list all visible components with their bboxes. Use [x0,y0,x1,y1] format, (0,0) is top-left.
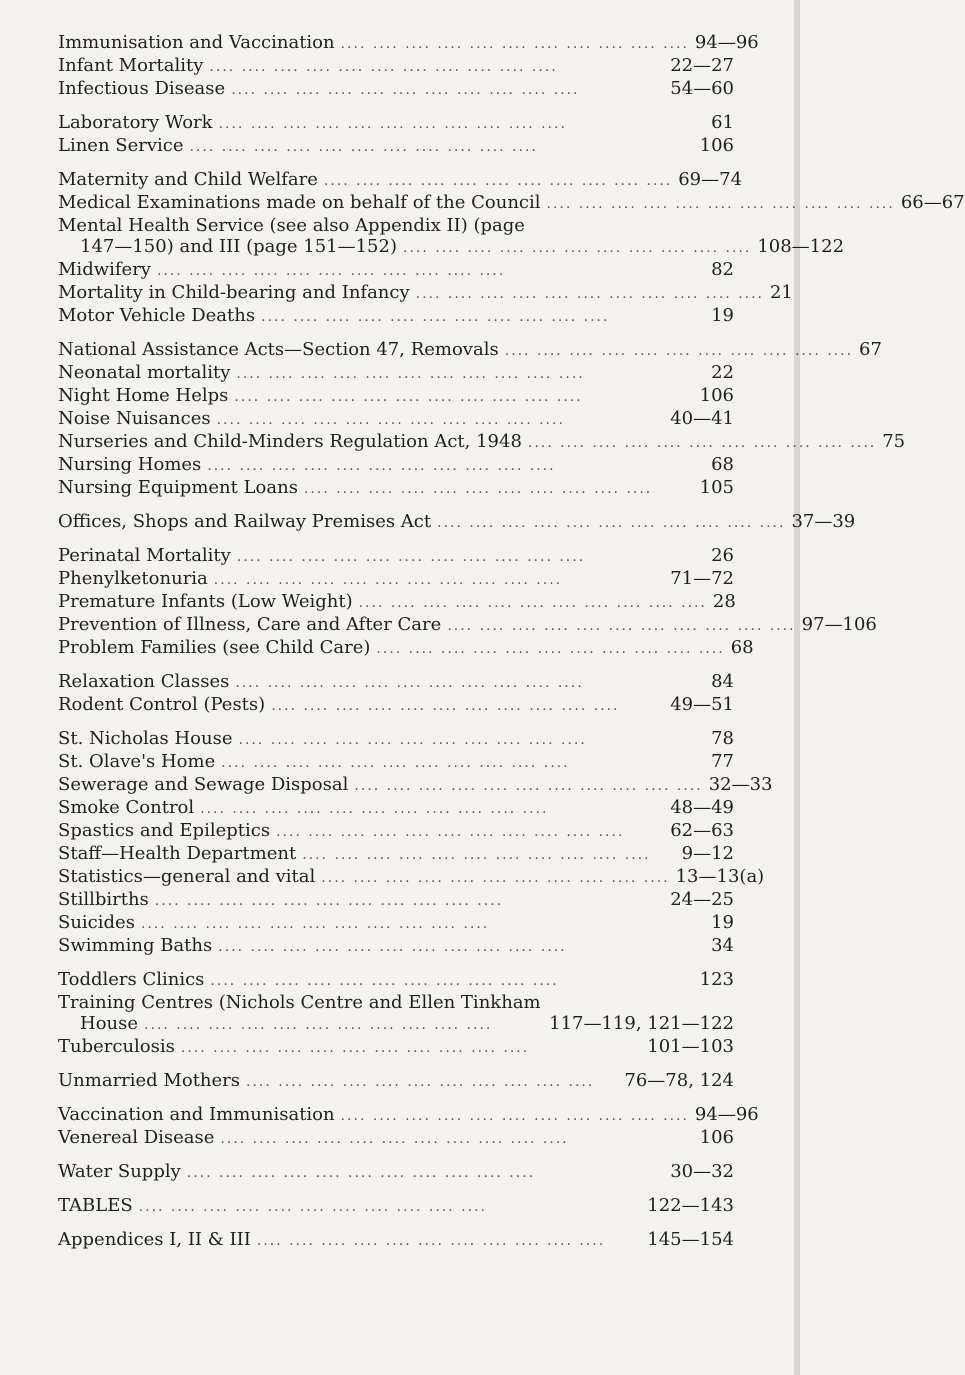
entry-pages: 19 [711,305,734,326]
index-entry [58,866,765,889]
leader-dots: .... .... .... .... .... .... .... .... .... .... .... [238,732,587,748]
index-entry [58,362,734,385]
index-entry [58,1195,734,1218]
leader-dots: .... .... .... .... .... .... .... .... .... .... .... [207,458,556,474]
index-entry [58,1070,734,1093]
leader-dots: .... .... .... .... .... .... .... .... .... .... .... [546,196,895,212]
entry-label: Phenylketonuria [58,568,208,589]
index-entry [58,78,734,101]
leader-dots: .... .... .... .... .... .... .... .... .... .... .... [358,595,707,611]
index-entry [58,671,734,694]
entry-pages: 34 [711,935,734,956]
entry-pages: 61 [711,112,734,133]
index-entry [58,215,734,236]
entry-label: Premature Infants (Low Weight) [58,591,353,612]
entry-pages: 32—33 [708,774,773,795]
leader-dots: .... .... .... .... .... .... .... .... .... .... .... [235,675,584,691]
entry-pages: 22 [711,362,734,383]
entry-label: Noise Nuisances [58,408,211,429]
entry-label: Spastics and Epileptics [58,820,271,841]
index-entry [58,431,906,454]
index-entry [58,259,734,282]
index-entry [58,889,734,912]
entry-pages: 106 [699,1127,734,1148]
entry-pages: 37—39 [791,511,856,532]
leader-dots: .... .... .... .... .... .... .... .... .... .... .... [256,1233,606,1249]
entry-label: House [80,1013,139,1034]
leader-dots: .... .... .... .... .... .... .... .... .... .... .... [156,263,506,279]
entry-pages: 30—32 [670,1161,734,1182]
index-entry [58,1104,759,1127]
leader-dots: .... .... .... .... .... .... .... .... .... .... .... [447,618,796,634]
index-entry [58,1229,734,1252]
index-entry [58,797,734,820]
index-entry [58,192,965,215]
entry-pages: 9—12 [681,843,734,864]
index-entry [58,969,734,992]
index-entry [58,1013,734,1036]
leader-dots: .... .... .... .... .... .... .... .... .... .... .... [415,286,764,302]
entry-pages: 21 [769,282,793,303]
index-entry [58,305,734,328]
leader-dots: .... .... .... .... .... .... .... .... .... .... .... [376,641,725,657]
leader-dots: .... .... .... .... .... .... .... .... .... .... .... [504,343,854,359]
entry-label: Swimming Baths [58,935,213,956]
entry-pages: 78 [711,728,734,749]
entry-label: Water Supply [58,1161,181,1182]
index-entry [58,545,734,568]
leader-dots: .... .... .... .... .... .... .... .... .... .... .... [154,893,504,909]
entry-pages: 105 [699,477,734,498]
entry-label: Toddlers Clinics [58,969,205,990]
entry-pages: 22—27 [670,55,734,76]
leader-dots: .... .... .... .... .... .... .... .... .... .... .... [276,824,625,840]
leader-dots: .... .... .... .... .... .... .... .... .... .... .... [200,801,549,817]
leader-dots: .... .... .... .... .... .... .... .... .... .... .... [340,1108,689,1124]
entry-label: Mental Health Service (see also Appendix II) (page [58,215,525,236]
entry-label: National Assistance Acts—Section 47, Removals [58,339,499,360]
entry-label: Training Centres (Nichols Centre and Ellen Tinkham [58,992,541,1013]
leader-dots: .... .... .... .... .... .... .... .... .... .... .... [221,755,570,771]
leader-dots: .... .... .... .... .... .... .... .... .... .... .... [246,1074,595,1090]
entry-pages: 69—74 [678,169,743,190]
entry-pages: 94—96 [694,1104,759,1125]
leader-dots: .... .... .... .... .... .... .... .... .... .... .... [527,435,877,451]
entry-label: Nursing Homes [58,454,202,475]
index-entry [58,477,734,500]
index-entry [58,339,882,362]
index-entry [58,568,734,591]
entry-pages: 145—154 [647,1229,734,1250]
entry-label: Rodent Control (Pests) [58,694,266,715]
index-entry [58,454,734,477]
leader-dots: .... .... .... .... .... .... .... .... .... .... .... [144,1017,493,1033]
entry-pages: 66—67 [900,192,965,213]
leader-dots: .... .... .... .... .... .... .... .... .... .... .... [354,778,703,794]
entry-label: Problem Families (see Child Care) [58,637,371,658]
index-entry [58,912,734,935]
entry-label: Vaccination and Immunisation [58,1104,335,1125]
entry-label: Unmarried Mothers [58,1070,241,1091]
entry-pages: 62—63 [670,820,734,841]
entry-label: Venereal Disease [58,1127,215,1148]
entry-label: Nurseries and Child-Minders Regulation Act, 1948 [58,431,522,452]
entry-label: Night Home Helps [58,385,229,406]
entry-pages: 77 [711,751,734,772]
entry-label: Midwifery [58,259,151,280]
entry-label: St. Olave's Home [58,751,216,772]
entry-pages: 106 [699,135,734,156]
index-entry [58,282,793,305]
entry-label: Maternity and Child Welfare [58,169,318,190]
entry-pages: 26 [711,545,734,566]
entry-pages: 68 [711,454,734,475]
entry-pages: 49—51 [670,694,734,715]
entry-pages: 82 [711,259,734,280]
index-entry [58,614,877,637]
leader-dots: .... .... .... .... .... .... .... .... .... .... .... [180,1040,530,1056]
entry-pages: 67 [859,339,882,360]
entry-label: Perinatal Mortality [58,545,231,566]
index-entry [58,843,734,866]
entry-label: Neonatal mortality [58,362,231,383]
entry-pages: 123 [699,969,734,990]
entry-label: St. Nicholas House [58,728,233,749]
index-entry [58,935,734,958]
entry-pages: 76—78, 124 [624,1070,734,1091]
leader-dots: .... .... .... .... .... .... .... .... .... .... .... [236,366,585,382]
leader-dots: .... .... .... .... .... .... .... .... .... .... .... [261,309,610,325]
leader-dots: .... .... .... .... .... .... .... .... .... .... .... [186,1165,536,1181]
index-list [58,32,965,1252]
index-entry [58,694,734,717]
entry-label: Stillbirths [58,889,149,910]
entry-label: Linen Service [58,135,184,156]
index-entry [58,169,743,192]
index-entry [58,992,734,1013]
leader-dots: .... .... .... .... .... .... .... .... .... .... .... [209,59,558,75]
entry-label: Relaxation Classes [58,671,230,692]
leader-dots: .... .... .... .... .... .... .... .... .... .... .... [210,973,559,989]
entry-label: 147—150) and III (page 151—152) [80,236,397,257]
leader-dots: .... .... .... .... .... .... .... .... .... .... .... [303,481,653,497]
index-entry [58,591,734,614]
entry-label: Sewerage and Sewage Disposal [58,774,349,795]
leader-dots: .... .... .... .... .... .... .... .... .... .... .... [302,847,651,863]
entry-pages: 71—72 [670,568,734,589]
index-entry [58,637,754,660]
entry-pages: 122—143 [647,1195,734,1216]
leader-dots: .... .... .... .... .... .... .... .... .... .... .... [271,698,620,714]
entry-label: Nursing Equipment Loans [58,477,298,498]
entry-label: Motor Vehicle Deaths [58,305,256,326]
index-entry [58,751,734,774]
index-entry [58,408,734,431]
entry-label: Infectious Disease [58,78,226,99]
leader-dots: .... .... .... .... .... .... .... .... .... .... .... [437,515,786,531]
entry-label: Laboratory Work [58,112,213,133]
entry-label: Statistics—general and vital [58,866,316,887]
index-entry [58,236,845,259]
leader-dots: .... .... .... .... .... .... .... .... .... .... .... [231,82,580,98]
entry-label: Medical Examinations made on behalf of the Council [58,192,541,213]
index-entry [58,112,734,135]
index-entry [58,1036,734,1059]
entry-label: Offices, Shops and Railway Premises Act [58,511,432,532]
entry-label: Suicides [58,912,135,933]
leader-dots: .... .... .... .... .... .... .... .... .... .... .... [189,139,538,155]
leader-dots: .... .... .... .... .... .... .... .... .... .... .... [218,116,567,132]
entry-label: Tuberculosis [58,1036,175,1057]
entry-label: TABLES [58,1195,133,1216]
entry-pages: 97—106 [801,614,877,635]
index-entry [58,1161,734,1184]
leader-dots: .... .... .... .... .... .... .... .... .... .... .... [321,870,670,886]
leader-dots: .... .... .... .... .... .... .... .... .... .... .... [323,173,673,189]
leader-dots: .... .... .... .... .... .... .... .... .... .... .... [140,916,490,932]
leader-dots: .... .... .... .... .... .... .... .... .... .... .... [236,549,586,565]
index-entry [58,511,856,534]
entry-label: Smoke Control [58,797,195,818]
entry-pages: 28 [712,591,736,612]
entry-pages: 54—60 [670,78,734,99]
entry-pages: 24—25 [670,889,734,910]
index-entry [58,135,734,158]
entry-label: Mortality in Child-bearing and Infancy [58,282,410,303]
entry-pages: 101—103 [647,1036,734,1057]
entry-pages: 68 [730,637,754,658]
entry-pages: 84 [711,671,734,692]
entry-pages: 13—13(a) [675,866,765,887]
entry-pages: 117—119, 121—122 [549,1013,734,1034]
leader-dots: .... .... .... .... .... .... .... .... .... .... .... [216,412,565,428]
leader-dots: .... .... .... .... .... .... .... .... .... .... .... [138,1199,487,1215]
entry-pages: 75 [882,431,906,452]
entry-pages: 108—122 [757,236,845,257]
entry-pages: 48—49 [670,797,734,818]
entry-label: Infant Mortality [58,55,204,76]
entry-label: Prevention of Illness, Care and After Care [58,614,442,635]
entry-pages: 94—96 [694,32,759,53]
entry-pages: 40—41 [670,408,734,429]
leader-dots: .... .... .... .... .... .... .... .... .... .... .... [218,939,567,955]
leader-dots: .... .... .... .... .... .... .... .... .... .... .... [220,1131,569,1147]
entry-pages: 106 [699,385,734,406]
leader-dots: .... .... .... .... .... .... .... .... .... .... .... [213,572,563,588]
index-entry [58,774,773,797]
entry-label: Appendices I, II & III [58,1229,251,1250]
index-entry [58,1127,734,1150]
index-entry [58,32,759,55]
entry-label: Immunisation and Vaccination [58,32,335,53]
index-entry [58,385,734,408]
entry-label: Staff—Health Department [58,843,297,864]
leader-dots: .... .... .... .... .... .... .... .... .... .... .... [340,36,689,52]
index-entry [58,55,734,78]
leader-dots: .... .... .... .... .... .... .... .... .... .... .... [403,240,752,256]
index-entry [58,728,734,751]
entry-pages: 19 [711,912,734,933]
leader-dots: .... .... .... .... .... .... .... .... .... .... .... [234,389,583,405]
index-entry [58,820,734,843]
